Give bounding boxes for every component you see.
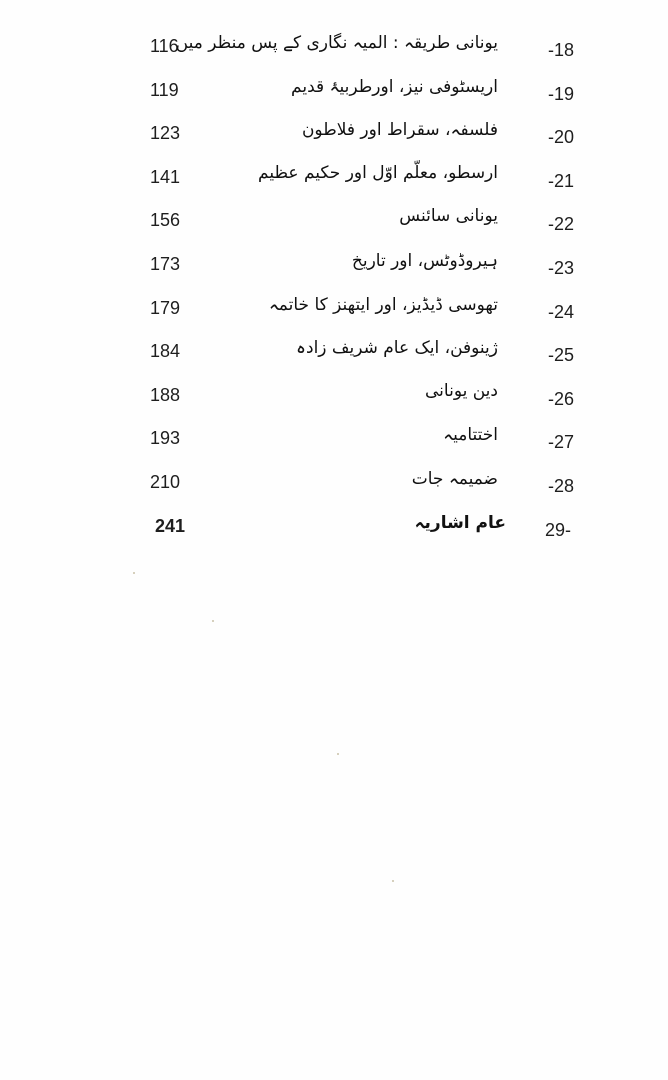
toc-entry-number: -22	[548, 214, 575, 235]
toc-title: دین یونانی	[425, 380, 498, 401]
toc-row	[0, 72, 668, 116]
toc-page-number: 188	[150, 384, 181, 405]
toc-row	[0, 159, 668, 203]
toc-entry-number: -28	[548, 475, 575, 496]
toc-row	[0, 333, 668, 377]
paper-speck	[392, 880, 394, 882]
toc-page-number: 184	[150, 341, 181, 362]
toc-entry-number: -21	[548, 170, 575, 191]
toc-entry-number: -24	[548, 301, 575, 322]
toc-entry-number: -19	[548, 83, 575, 104]
toc-page-number: 116	[150, 36, 179, 56]
toc-page-number: 241	[155, 515, 186, 536]
toc-row	[0, 377, 668, 421]
toc-row	[0, 246, 668, 290]
toc-row	[0, 508, 668, 552]
paper-speck	[133, 572, 135, 574]
toc-title: ارسطو، معلّم اوّل اور حکیم عظیم	[258, 162, 498, 183]
toc-page-number: 173	[150, 253, 181, 274]
toc-row	[0, 420, 668, 464]
toc-entry-number: -18	[548, 40, 575, 60]
toc-page-number: 210	[150, 471, 181, 492]
toc-page-number: 123	[150, 123, 181, 144]
toc-title: ضمیمہ جات	[411, 468, 498, 489]
toc-row	[0, 202, 668, 246]
toc-page-number: 193	[150, 428, 181, 449]
toc-page-number: 141	[150, 166, 181, 187]
toc-entry-number: -26	[548, 388, 575, 409]
toc-title: عام اشاریہ	[414, 512, 506, 533]
toc-entry-number: 29-	[545, 519, 572, 540]
toc-title: تھوسی ڈیڈیز، اور ایتھنز کا خاتمہ	[268, 294, 498, 315]
toc-title: ہیروڈوٹس، اور تاریخ	[351, 250, 498, 271]
paper-speck	[212, 620, 214, 622]
toc-entry-number: -23	[548, 257, 575, 278]
toc-title: فلسفہ، سقراط اور فلاطون	[301, 120, 498, 141]
table-of-contents	[0, 28, 668, 551]
toc-entry-number: -27	[548, 432, 575, 453]
toc-page-number: 156	[150, 210, 181, 231]
toc-title: ژینوفن، ایک عام شریف زادہ	[296, 338, 498, 359]
toc-row	[0, 290, 668, 334]
toc-title: یونانی طریقہ : المیہ نگاری کے پس منظر میں	[175, 33, 498, 53]
toc-row	[0, 28, 668, 72]
toc-page-number: 179	[150, 297, 181, 318]
toc-title: اریسٹوفی نیز، اورطربیۂ قدیم	[291, 76, 498, 97]
toc-page-number: 119	[150, 79, 179, 100]
toc-row	[0, 464, 668, 508]
toc-entry-number: -20	[548, 127, 575, 148]
toc-entry-number: -25	[548, 345, 575, 366]
toc-title: اختتامیہ	[443, 425, 498, 446]
toc-title: یونانی سائنس	[399, 206, 498, 227]
toc-row	[0, 115, 668, 159]
paper-speck	[337, 753, 339, 755]
